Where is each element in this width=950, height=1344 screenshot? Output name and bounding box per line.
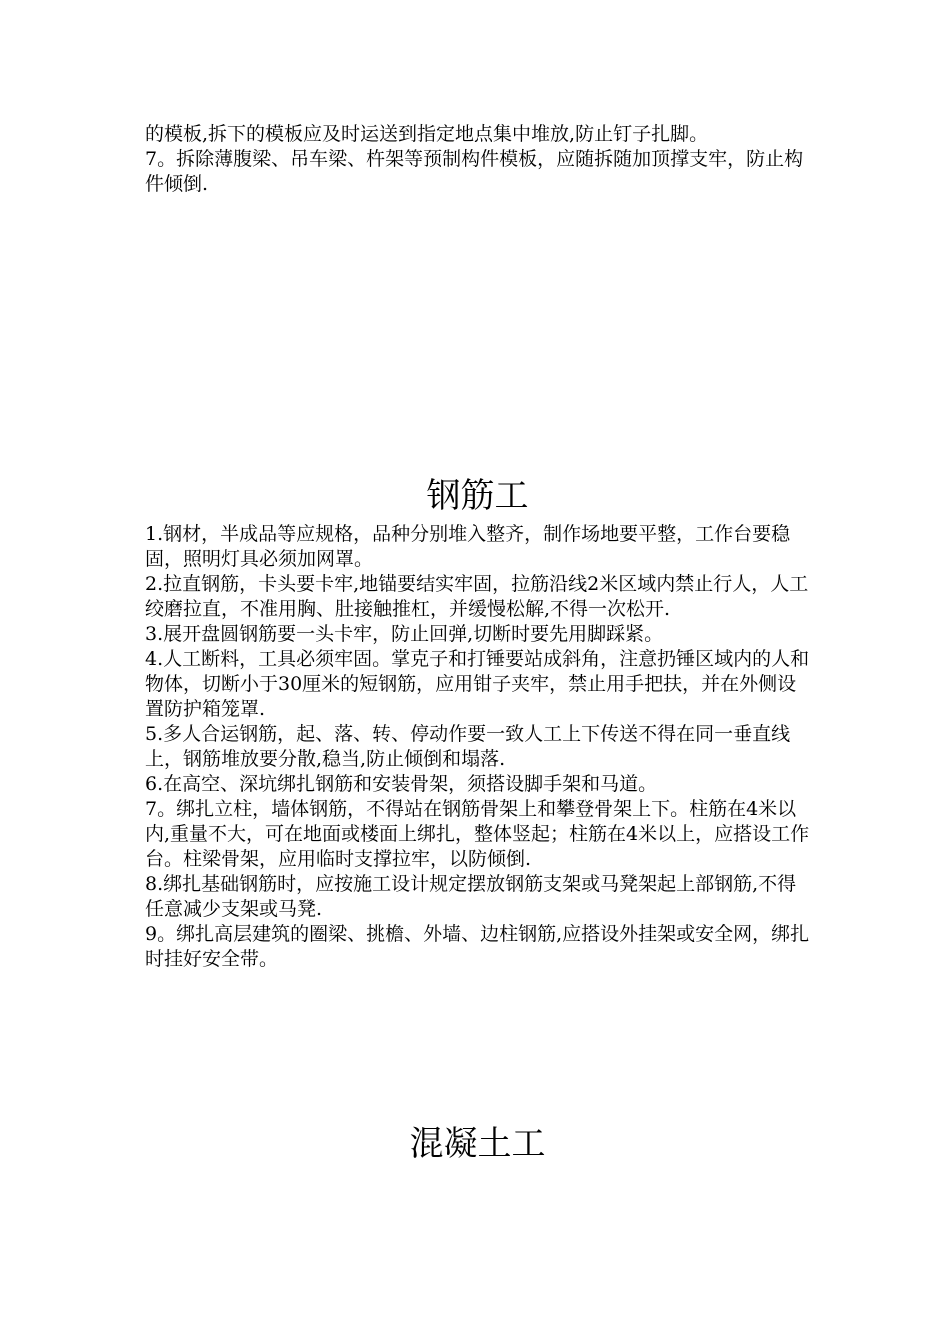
rebar-rules-list (145, 522, 810, 972)
list-item: 3.展开盘圆钢筋要一头卡牢，防止回弹,切断时要先用脚踩紧。 (145, 623, 664, 645)
list-item: 4.人工断料，工具必须牢固。掌克子和打锤要站成斜角，注意扔锤区域内的人和物体，切断小于30厘米的短钢筋，应用钳子夹牢，禁止用手把扶，并在外侧设置防护箱笼罩. (145, 648, 810, 720)
list-item: 9。绑扎高层建筑的圈梁、挑檐、外墙、边柱钢筋,应搭设外挂架或安全网，绑扎时挂好安全带。 (145, 923, 810, 970)
list-item: 2.拉直钢筋，卡头要卡牢,地锚要结实牢固，拉筋沿线2米区域内禁止行人，人工绞磨拉直，不准用胸、肚接触推杠，并缓慢松解,不得一次松开. (145, 573, 809, 620)
template-removal-continuation (145, 122, 810, 197)
paragraph: 7。拆除薄腹梁、吊车梁、杵架等预制构件模板，应随拆随加顶撑支牢，防止构件倾倒. (145, 148, 804, 195)
section-heading-rebar: 钢筋工 (426, 476, 529, 516)
list-item: 8.绑扎基础钢筋时，应按施工设计规定摆放钢筋支架或马凳架起上部钢筋,不得任意减少支架或马凳. (145, 873, 797, 920)
list-item: 5.多人合运钢筋，起、落、转、停动作要一致人工上下传送不得在同一垂直线上，钢筋堆放要分散,稳当,防止倾倒和塌落. (145, 723, 791, 770)
list-item: 1.钢材，半成品等应规格，品种分别堆入整齐，制作场地要平整，工作台要稳固，照明灯具必须加网罩。 (145, 523, 791, 570)
list-item: 7。绑扎立柱，墙体钢筋，不得站在钢筋骨架上和攀登骨架上下。柱筋在4米以内,重量不大，可在地面或楼面上绑扎，整体竖起；柱筋在4米以上，应搭设工作台。柱梁骨架，应用临时支撑拉牢，以防倾倒. (145, 798, 810, 870)
section-heading-concrete: 混凝土工 (409, 1124, 546, 1164)
list-item: 6.在高空、深坑绑扎钢筋和安装骨架，须搭设脚手架和马道。 (145, 773, 658, 795)
paragraph: 的模板,拆下的模板应及时运送到指定地点集中堆放,防止钉子扎脚。 (145, 123, 709, 145)
